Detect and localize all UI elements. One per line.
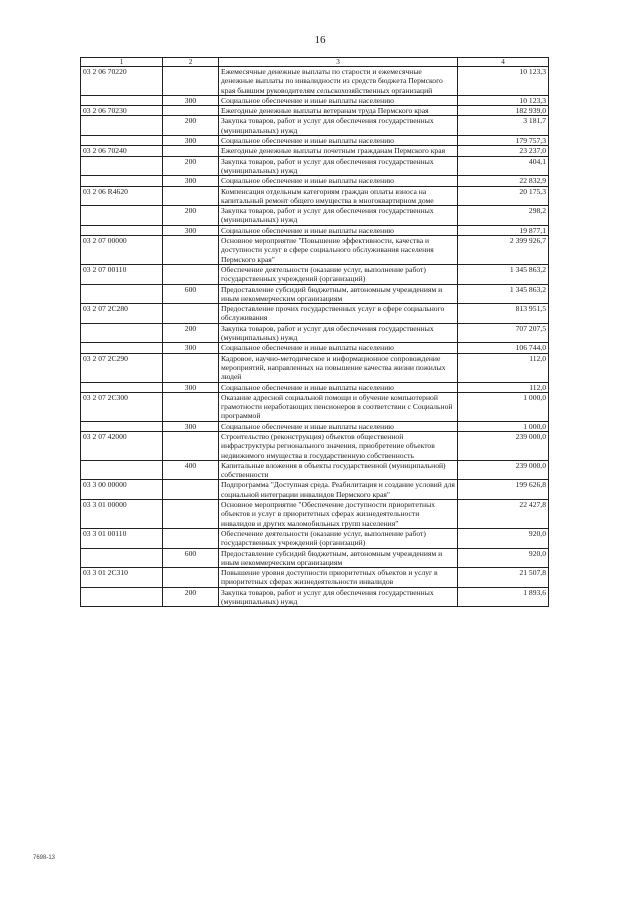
amount-cell: 1 000,0 (458, 392, 549, 421)
amount-cell: 3 181,7 (458, 116, 549, 136)
kvr-cell: 200 (163, 116, 219, 136)
header-col-2: 2 (163, 58, 219, 67)
description-cell: Ежегодные денежные выплаты ветеранам труда Пермского края (219, 106, 458, 116)
description-cell: Закупка товаров, работ и услуг для обеспечения государственных (муниципальных) нужд (219, 116, 458, 136)
table-row (81, 392, 549, 421)
amount-cell: 112,0 (458, 353, 549, 382)
table-row (81, 500, 549, 529)
kvr-cell (163, 264, 219, 284)
table-row (81, 206, 549, 226)
description-cell: Социальное обеспечение и иные выплаты населению (219, 421, 458, 431)
kvr-cell (163, 146, 219, 156)
table-row (81, 528, 549, 548)
description-cell: Закупка товаров, работ и услуг для обеспечения государственных (муниципальных) нужд (219, 587, 458, 607)
description-cell: Закупка товаров, работ и услуг для обеспечения государственных (муниципальных) нужд (219, 156, 458, 176)
table-header (81, 58, 549, 67)
description-cell: Строительство (реконструкция) объектов общественной инфраструктуры регионального значения, приобретение объектов недвижимого имущества в государственную собственность (219, 431, 458, 460)
code-cell: 03 2 07 00000 (81, 236, 163, 265)
description-cell: Капитальные вложения в объекты государственной (муниципальной) собственности (219, 460, 458, 480)
kvr-cell (163, 568, 219, 588)
code-cell (81, 176, 163, 186)
kvr-cell (163, 304, 219, 324)
amount-cell: 298,2 (458, 206, 549, 226)
description-cell: Компенсация отдельным категориям граждан оплаты взноса на капитальный ремонт общего имущества в многоквартирном доме (219, 186, 458, 206)
amount-cell: 1 000,0 (458, 421, 549, 431)
kvr-cell (163, 186, 219, 206)
description-cell: Основное мероприятие "Повышение эффективности, качества и доступности услуг в сфере социального обслуживания населения Пермского края" (219, 236, 458, 265)
table-row (81, 431, 549, 460)
description-cell: Социальное обеспечение и иные выплаты населению (219, 225, 458, 235)
table-row (81, 548, 549, 568)
table-row (81, 323, 549, 343)
code-cell: 03 3 01 2С310 (81, 568, 163, 588)
amount-cell: 813 951,5 (458, 304, 549, 324)
amount-cell: 1 345 863,2 (458, 284, 549, 304)
table-row (81, 176, 549, 186)
amount-cell: 10 123,3 (458, 67, 549, 96)
kvr-cell: 200 (163, 587, 219, 607)
code-cell (81, 323, 163, 343)
amount-cell: 239 000,0 (458, 431, 549, 460)
table-body (81, 67, 549, 607)
kvr-cell: 200 (163, 323, 219, 343)
code-cell: 03 2 06 70220 (81, 67, 163, 96)
table-row (81, 587, 549, 607)
kvr-cell: 200 (163, 206, 219, 226)
table-row (81, 186, 549, 206)
code-cell (81, 136, 163, 146)
page-number: 16 (314, 34, 326, 46)
kvr-cell: 200 (163, 156, 219, 176)
kvr-cell (163, 480, 219, 500)
amount-cell: 920,0 (458, 528, 549, 548)
document-id: 7698-13 (33, 855, 56, 861)
table-row (81, 146, 549, 156)
code-cell (81, 95, 163, 105)
kvr-cell: 300 (163, 176, 219, 186)
table-row (81, 460, 549, 480)
amount-cell: 239 000,0 (458, 460, 549, 480)
code-cell (81, 225, 163, 235)
code-cell: 03 2 06 70230 (81, 106, 163, 116)
amount-cell: 22 427,8 (458, 500, 549, 529)
amount-cell: 182 939,0 (458, 106, 549, 116)
table-row (81, 136, 549, 146)
code-cell: 03 2 07 42000 (81, 431, 163, 460)
kvr-cell (163, 392, 219, 421)
kvr-cell (163, 528, 219, 548)
code-cell: 03 2 07 00110 (81, 264, 163, 284)
code-cell: 03 3 01 00000 (81, 500, 163, 529)
code-cell: 03 2 06 R4620 (81, 186, 163, 206)
code-cell: 03 2 07 2С300 (81, 392, 163, 421)
kvr-cell: 300 (163, 136, 219, 146)
amount-cell: 22 832,9 (458, 176, 549, 186)
kvr-cell: 300 (163, 343, 219, 353)
amount-cell: 920,0 (458, 548, 549, 568)
table-row (81, 353, 549, 382)
table-row (81, 225, 549, 235)
kvr-cell: 300 (163, 225, 219, 235)
table-row (81, 116, 549, 136)
budget-table (80, 57, 549, 607)
description-cell: Подпрограмма "Доступная среда. Реабилитация и создание условий для социальной интеграции инвалидов Пермского края" (219, 480, 458, 500)
code-cell (81, 587, 163, 607)
amount-cell: 20 175,3 (458, 186, 549, 206)
amount-cell: 23 237,0 (458, 146, 549, 156)
table-row (81, 304, 549, 324)
kvr-cell (163, 353, 219, 382)
table-row (81, 264, 549, 284)
description-cell: Социальное обеспечение и иные выплаты населению (219, 343, 458, 353)
description-cell: Ежемесячные денежные выплаты по старости и ежемесячные денежные выплаты по инвалидности из средств бюджета Пермского края бывшим руководителям сельскохозяйственных организаций (219, 67, 458, 96)
amount-cell: 10 123,3 (458, 95, 549, 105)
description-cell: Основное мероприятие "Обеспечение доступности приоритетных объектов и услуг в приоритетных сферах жизнедеятельности инвалидов и других маломобильных групп населения" (219, 500, 458, 529)
amount-cell: 21 507,8 (458, 568, 549, 588)
kvr-cell (163, 500, 219, 529)
table-row (81, 382, 549, 392)
description-cell: Обеспечение деятельности (оказание услуг, выполнение работ) государственных учреждений (организаций) (219, 528, 458, 548)
description-cell: Оказание адресной социальной помощи и обучение компьютерной грамотности неработающих пенсионеров в соответствии с Социальной программой (219, 392, 458, 421)
description-cell: Повышение уровня доступности приоритетных объектов и услуг в приоритетных сферах жизнедеятельности инвалидов (219, 568, 458, 588)
kvr-cell (163, 431, 219, 460)
code-cell: 03 2 07 2С290 (81, 353, 163, 382)
table-row (81, 95, 549, 105)
header-row (81, 58, 549, 67)
kvr-cell (163, 106, 219, 116)
description-cell: Предоставление субсидий бюджетным, автономным учреждениям и иным некоммерческим организациям (219, 284, 458, 304)
code-cell (81, 460, 163, 480)
description-cell: Социальное обеспечение и иные выплаты населению (219, 95, 458, 105)
code-cell: 03 3 01 00110 (81, 528, 163, 548)
code-cell: 03 3 00 00000 (81, 480, 163, 500)
table-row (81, 156, 549, 176)
amount-cell: 707 207,5 (458, 323, 549, 343)
code-cell (81, 156, 163, 176)
kvr-cell (163, 67, 219, 96)
code-cell: 03 2 07 2С280 (81, 304, 163, 324)
table-row (81, 568, 549, 588)
amount-cell: 179 757,3 (458, 136, 549, 146)
description-cell: Закупка товаров, работ и услуг для обеспечения государственных (муниципальных) нужд (219, 206, 458, 226)
amount-cell: 199 626,8 (458, 480, 549, 500)
table-row (81, 343, 549, 353)
description-cell: Социальное обеспечение и иные выплаты населению (219, 136, 458, 146)
code-cell: 03 2 06 70240 (81, 146, 163, 156)
table-row (81, 421, 549, 431)
description-cell: Ежегодные денежные выплаты почетным гражданам Пермского края (219, 146, 458, 156)
code-cell (81, 206, 163, 226)
amount-cell: 112,0 (458, 382, 549, 392)
table-row (81, 67, 549, 96)
kvr-cell: 300 (163, 95, 219, 105)
description-cell: Социальное обеспечение и иные выплаты населению (219, 176, 458, 186)
amount-cell: 19 877,1 (458, 225, 549, 235)
header-col-3: 3 (219, 58, 458, 67)
description-cell: Социальное обеспечение и иные выплаты населению (219, 382, 458, 392)
kvr-cell: 600 (163, 284, 219, 304)
code-cell (81, 116, 163, 136)
table-row (81, 106, 549, 116)
description-cell: Предоставление субсидий бюджетным, автономным учреждениям и иным некоммерческим организациям (219, 548, 458, 568)
description-cell: Закупка товаров, работ и услуг для обеспечения государственных (муниципальных) нужд (219, 323, 458, 343)
kvr-cell: 600 (163, 548, 219, 568)
kvr-cell (163, 236, 219, 265)
kvr-cell: 300 (163, 382, 219, 392)
header-col-1: 1 (81, 58, 163, 67)
amount-cell: 1 345 863,2 (458, 264, 549, 284)
code-cell (81, 382, 163, 392)
code-cell (81, 284, 163, 304)
amount-cell: 2 399 926,7 (458, 236, 549, 265)
description-cell: Кадровое, научно-методическое и информационное сопровождение мероприятий, направленных на повышение качества жизни пожилых людей (219, 353, 458, 382)
header-col-4: 4 (458, 58, 549, 67)
amount-cell: 404,1 (458, 156, 549, 176)
code-cell (81, 343, 163, 353)
table-row (81, 284, 549, 304)
description-cell: Обеспечение деятельности (оказание услуг, выполнение работ) государственных учреждений (организаций) (219, 264, 458, 284)
amount-cell: 106 744,0 (458, 343, 549, 353)
amount-cell: 1 893,6 (458, 587, 549, 607)
table-row (81, 236, 549, 265)
code-cell (81, 548, 163, 568)
kvr-cell: 300 (163, 421, 219, 431)
table-row (81, 480, 549, 500)
kvr-cell: 400 (163, 460, 219, 480)
description-cell: Предоставление прочих государственных услуг в сфере социального обслуживания (219, 304, 458, 324)
code-cell (81, 421, 163, 431)
